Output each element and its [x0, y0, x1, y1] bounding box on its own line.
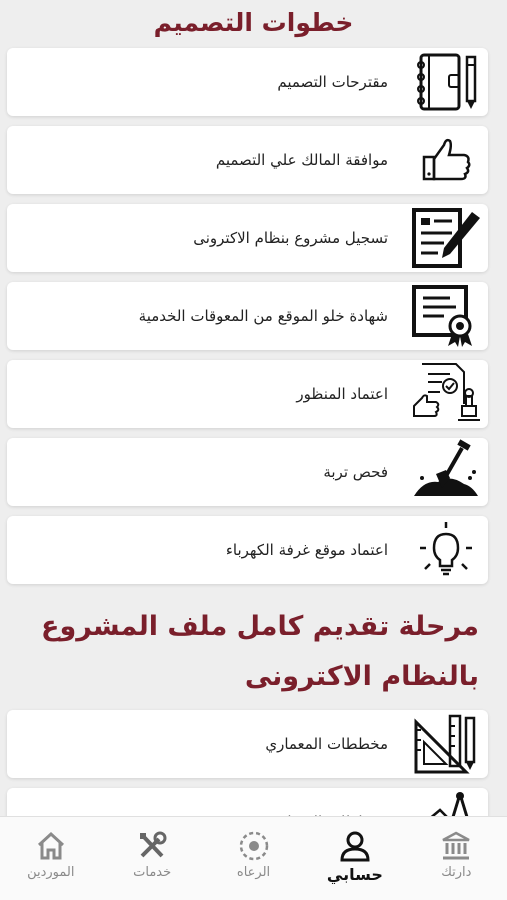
bank-icon — [441, 829, 471, 863]
nav-item-suppliers[interactable] — [6, 829, 96, 880]
step-label: اعتماد موقع غرفة الكهرباء — [225, 541, 388, 559]
bottom-navigation — [0, 816, 507, 900]
sponsors-icon — [238, 829, 270, 863]
nav-item-my-account[interactable] — [310, 829, 400, 884]
step-label: مقترحات التصميم — [277, 73, 388, 91]
certificate-icon — [410, 286, 482, 346]
step-label: تسجيل مشروع بنظام الاكترونى — [193, 229, 388, 247]
step-design-proposals[interactable] — [7, 48, 488, 116]
notebook-pencil-icon — [410, 52, 482, 112]
nav-item-sponsors[interactable] — [209, 829, 299, 880]
design-steps-title: خطوات التصميم — [153, 8, 354, 37]
drafting-tools-icon — [410, 714, 482, 774]
nav-label: دارتك — [441, 865, 472, 880]
nav-label: حسابي — [326, 865, 383, 884]
step-label: شهادة خلو الموقع من المعوقات الخدمية — [138, 307, 388, 325]
user-icon — [339, 829, 371, 863]
tools-icon — [137, 829, 167, 863]
thumbs-up-icon — [410, 130, 482, 190]
step-perspective-approval[interactable] — [7, 360, 488, 428]
approved-document-stamp-icon — [410, 364, 482, 424]
nav-label: الموردين — [27, 865, 75, 880]
light-bulb-icon — [410, 520, 482, 580]
step-architectural-plans[interactable] — [7, 710, 488, 778]
home-icon — [36, 829, 66, 863]
nav-item-services[interactable] — [107, 829, 197, 880]
step-electric-room-approval[interactable] — [7, 516, 488, 584]
nav-label: خدمات — [133, 865, 172, 880]
step-label: موافقة المالك علي التصميم — [215, 151, 388, 169]
step-site-clearance-certificate[interactable] — [7, 282, 488, 350]
step-label: اعتماد المنظور — [296, 385, 388, 403]
step-label: مخططات المعماري — [265, 735, 388, 753]
step-label: فحص تربة — [323, 463, 388, 481]
step-owner-approval[interactable] — [7, 126, 488, 194]
submission-phase-title: مرحلة تقديم كامل ملف المشروع بالنظام الاكترونى — [41, 611, 479, 692]
form-pen-icon — [410, 208, 482, 268]
step-soil-test[interactable] — [7, 438, 488, 506]
nav-item-dartak[interactable] — [411, 829, 501, 880]
step-electronic-registration[interactable] — [7, 204, 488, 272]
nav-label: الرعاه — [236, 865, 271, 880]
shovel-soil-icon — [410, 442, 482, 502]
